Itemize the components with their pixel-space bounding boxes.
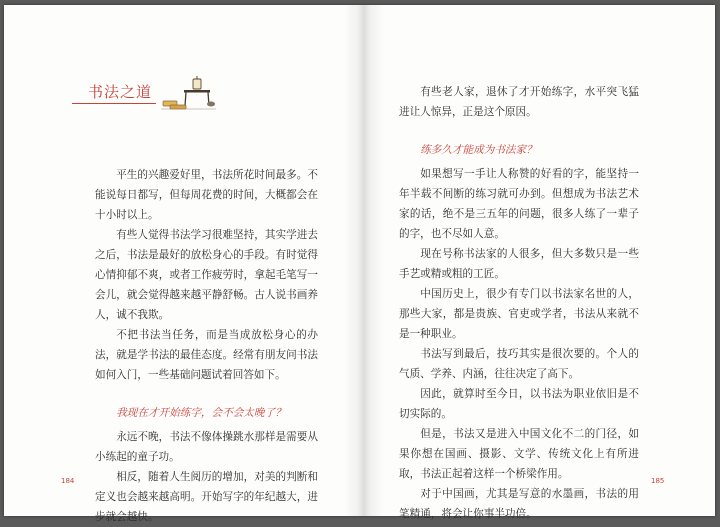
scholar-desk-illustration-icon [160, 75, 218, 113]
body-paragraph: 对于中国画，尤其是写意的水墨画，书法的用笔精通，将会让你事半功倍。 [399, 488, 639, 520]
right-body-text [399, 82, 639, 524]
body-paragraph: 现在号称书法家的人很多，但大多数只是一些手艺或精或粗的工匠。 [399, 248, 639, 280]
body-paragraph: 永远不晚，书法不像体操跳水那样是需要从小练起的童子功。 [95, 431, 318, 463]
right-page [361, 5, 715, 520]
left-body-text [95, 165, 318, 527]
page-number: 185 [651, 477, 665, 485]
left-page [4, 5, 361, 523]
page-number: 184 [61, 477, 75, 485]
section-heading: 我现在才开始练字，会不会太晚了？ [116, 407, 286, 419]
body-paragraph: 相反，随着人生阅历的增加，对美的判断和定义也会越来越高明。开始写字的年纪越大，进步就会越快。 [95, 471, 318, 523]
title-rule [72, 103, 156, 104]
book-spread [4, 5, 715, 523]
body-paragraph: 有些人觉得书法学习很难坚持，其实学进去之后，书法是最好的放松身心的手段。有时觉得心情抑郁不爽，或者工作疲劳时，拿起毛笔写一会儿，就会觉得越来越平静舒畅。古人说书画养人，诚不我欺。 [95, 229, 318, 321]
section-heading: 练多久才能成为书法家？ [420, 144, 537, 156]
body-paragraph: 书法写到最后，技巧其实是很次要的。个人的气质、学养、内涵，往往决定了高下。 [399, 348, 639, 380]
chapter-title: 书法之道 [88, 83, 153, 101]
body-paragraph: 因此，就算时至今日，以书法为职业依旧是不切实际的。 [399, 388, 639, 420]
paragraph-gap [399, 122, 639, 132]
body-paragraph: 但是，书法又是进入中国文化不二的门径，如果你想在国画、摄影、文学、传统文化上有所进取，书法正起着这样一个桥梁作用。 [399, 428, 639, 480]
body-paragraph: 如果想写一手让人称赞的好看的字，能坚持一年半载不间断的练习就可办到。但想成为书法艺术家的话，绝不是三五年的问题，很多人练了一辈子的字，也不尽如人意。 [399, 168, 639, 240]
body-paragraph: 有些老人家，退休了才开始练字，水平突飞猛进让人惊异，正是这个原因。 [399, 86, 639, 118]
paragraph-gap [95, 385, 318, 395]
body-paragraph: 不把书法当任务，而是当成放松身心的办法，就是学书法的最佳态度。经常有朋友问书法如何入门，一些基础问题试着回答如下。 [95, 329, 318, 381]
body-paragraph: 中国历史上，很少有专门以书法家名世的人，那些大家，都是贵族、官吏或学者，书法从来就不是一种职业。 [399, 288, 639, 340]
body-paragraph: 平生的兴趣爱好里，书法所花时间最多。不能说每日都写，但每周花费的时间，大概都会在十小时以上。 [95, 169, 318, 221]
